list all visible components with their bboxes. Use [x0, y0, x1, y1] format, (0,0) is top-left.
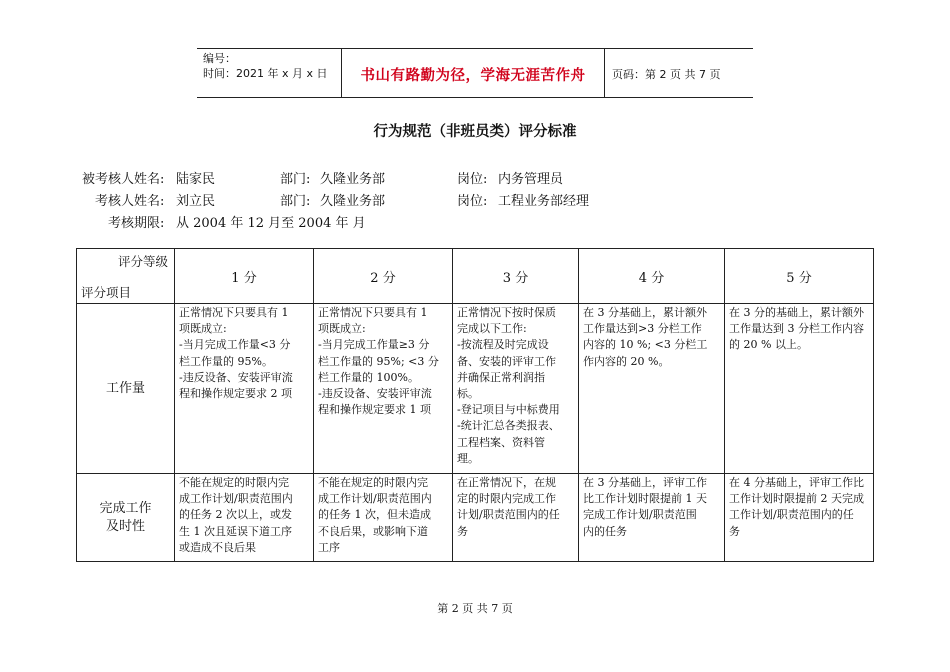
post-label: 岗位:	[457, 172, 488, 187]
number-label: 编号：	[203, 52, 236, 65]
criteria-cell	[725, 474, 874, 562]
post-label: 岗位:	[457, 194, 488, 209]
criteria-cell	[175, 304, 314, 474]
assessee-name: 陆家民	[176, 172, 216, 187]
level-header: 2 分	[314, 249, 453, 304]
item-cell	[77, 304, 175, 474]
criteria-cell	[725, 304, 874, 474]
post-value: 工程业务部经理	[498, 194, 590, 209]
assessor-name: 刘立民	[176, 194, 216, 209]
header-meta	[203, 51, 328, 81]
assessee-label: 被考核人姓名:	[82, 172, 165, 187]
item-label: 工作量	[105, 380, 145, 396]
table-row	[77, 304, 874, 474]
header-divider	[604, 49, 605, 97]
criteria-text: 在 3 分基础上，评审工作 比工作计划时限提前 1 天 完成工作计划/职责范围 内的任务	[583, 476, 707, 538]
item-label: 完成工作	[99, 500, 152, 516]
header-page-number: 页码：第 2 页 共 7 页	[612, 68, 721, 81]
level-header: 3 分	[453, 249, 579, 304]
criteria-cell	[453, 474, 579, 562]
table-row	[77, 474, 874, 562]
criteria-cell	[579, 474, 725, 562]
period-label: 考核期限:	[108, 216, 165, 231]
criteria-cell	[314, 304, 453, 474]
criteria-text: 不能在规定的时限内完 成工作计划/职责范围内 的任务 2 次以上，或发 生 1 次且延误下道工序 或造成不良后果	[179, 476, 293, 554]
header-motto: 书山有路勤为径，学海无涯苦作舟	[360, 68, 586, 84]
corner-header-bottom: 评分项目	[81, 285, 132, 300]
document-title: 行为规范（非班员类）评分标准	[373, 124, 577, 140]
criteria-text: 正常情况下只要具有 1 项既成立: -当月完成工作量≥3 分 栏工作量的 95%; <3 分 栏工作量的 100%。 -违反设备、安装评审流 程和操作规定要求 1 项	[318, 306, 439, 417]
criteria-text: 不能在规定的时限内完 成工作计划/职责范围内 的任务 1 次，但未造成 不良后果，或影响下道 工序	[318, 476, 432, 554]
item-label: 及时性	[105, 518, 145, 534]
criteria-text: 在 3 分的基础上，累计额外 工作量达到 3 分栏工作内容 的 20 % 以上。	[729, 306, 864, 352]
criteria-text: 正常情况下按时保质 完成以下工作: -按流程及时完成设 备、安装的评审工作 并确保正常利润指 标。 -登记项目与中标费用 -统计汇总各类报表、 工程档案、资料管 理。	[457, 306, 560, 465]
corner-header-cell	[77, 249, 175, 304]
criteria-text: 在 3 分基础上，累计额外 工作量达到>3 分栏工作 内容的 10 %; <3 分栏工 作内容的 20 %。	[583, 306, 708, 368]
criteria-cell	[314, 474, 453, 562]
level-header: 5 分	[725, 249, 874, 304]
post-value: 内务管理员	[498, 172, 564, 187]
level-header: 1 分	[175, 249, 314, 304]
header-divider	[341, 49, 342, 97]
level-header: 4 分	[579, 249, 725, 304]
time-label: 时间：2021 年 x 月 x 日	[203, 67, 328, 80]
scoring-table	[76, 248, 874, 562]
criteria-text: 正常情况下只要具有 1 项既成立: -当月完成工作量<3 分 栏工作量的 95%。 -违反设备、安装评审流 程和操作规定要求 2 项	[179, 306, 293, 401]
corner-header-top: 评分等级	[117, 254, 168, 269]
criteria-cell	[175, 474, 314, 562]
table-header-row	[77, 249, 874, 304]
dept-label: 部门:	[280, 194, 311, 209]
period-value: 从 2004 年 12 月至 2004 年 月	[176, 216, 366, 231]
item-cell	[77, 474, 175, 562]
dept-value: 久隆业务部	[320, 194, 386, 209]
criteria-cell	[579, 304, 725, 474]
dept-label: 部门:	[280, 172, 311, 187]
page-header	[197, 48, 753, 98]
criteria-text: 在正常情况下，在规 定的时限内完成工作 计划/职责范围内的任 务	[457, 476, 560, 538]
dept-value: 久隆业务部	[320, 172, 386, 187]
assessor-label: 考核人姓名:	[95, 194, 165, 209]
criteria-text: 在 4 分基础上，评审工作比 工作计划时限提前 2 天完成 工作计划/职责范围内的任 务	[729, 476, 864, 538]
page-footer: 第 2 页 共 7 页	[437, 602, 513, 615]
criteria-cell	[453, 304, 579, 474]
